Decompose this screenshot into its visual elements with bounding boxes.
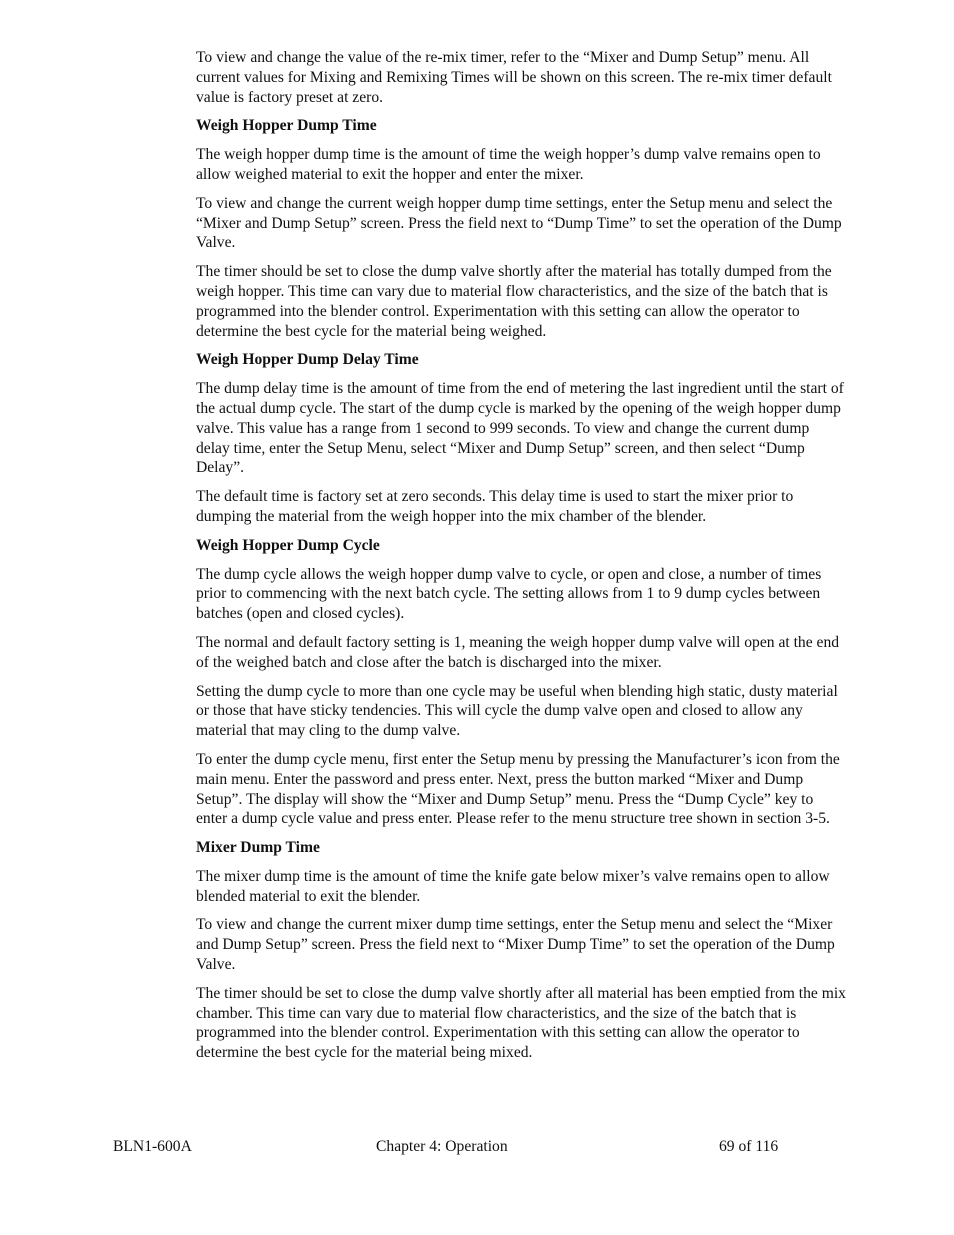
footer-doc-id: BLN1-600A [113, 1138, 192, 1155]
heading-weigh-hopper-dump-cycle: Weigh Hopper Dump Cycle [196, 536, 380, 554]
heading-weigh-hopper-dump-time: Weigh Hopper Dump Time [196, 117, 377, 135]
paragraph-dump-cycle-menu: To enter the dump cycle menu, first enter the Setup menu by pressing the Manufacturer’s icon from the main menu. Enter the password and press enter. Next, press the button marked “Mixer and Dump Setup”. The display will show the “Mixer and Dump Setup” menu. Press the “Dump Cycle” key to enter a dump cycle value and press enter. Please refer to the menu structure tree shown in section 3-5. [196, 750, 840, 828]
paragraph-dump-delay-definition: The dump delay time is the amount of time from the end of metering the last ingredient until the start of the actual dump cycle. The start of the dump cycle is marked by the opening of the weigh hopper dump valve. This value has a range from 1 second to 999 seconds. To view and change the current dump delay time, enter the Setup Menu, select “Mixer and Dump Setup” screen, and then select “Dump Delay”. [196, 380, 844, 477]
footer-page-number: 69 of 116 [719, 1138, 779, 1155]
paragraph-dump-cycle-usage: Setting the dump cycle to more than one cycle may be useful when blending high static, dusty material or those that have sticky tendencies. This will cycle the dump valve open and closed to allow any material that may cling to the dump valve. [196, 682, 838, 740]
paragraph-dump-time-settings: To view and change the current weigh hopper dump time settings, enter the Setup menu and select the “Mixer and Dump Setup” screen. Press the field next to “Dump Time” to set the operation of the Dump Valve. [196, 194, 842, 252]
paragraph-mixer-dump-definition: The mixer dump time is the amount of time the knife gate below mixer’s valve remains open to allow blended material to exit the blender. [196, 867, 830, 905]
paragraph-dump-delay-default: The default time is factory set at zero seconds. This delay time is used to start the mixer prior to dumping the material from the weigh hopper into the mix chamber of the blender. [196, 488, 794, 525]
document-body [196, 48, 846, 1072]
paragraph-dump-cycle-default: The normal and default factory setting is 1, meaning the weigh hopper dump valve will open at the end of the weighed batch and close after the batch is discharged into the mixer. [196, 633, 840, 671]
paragraph-mixer-dump-timer: The timer should be set to close the dump valve shortly after all material has been emptied from the mix chamber. This time can vary due to material flow characteristics, and the size of the batch that is programmed into the blender control. Experimentation with this setting can allow the operator to determine the best cycle for the material being mixed. [196, 984, 846, 1062]
paragraph-remix-timer: To view and change the value of the re-mix timer, refer to the “Mixer and Dump Setup” menu. All current values for Mixing and Remixing Times will be shown on this screen. The re-mix timer default value is factory preset at zero. [196, 49, 832, 106]
paragraph-dump-time-definition: The weigh hopper dump time is the amount of time the weigh hopper’s dump valve remains open to allow weighed material to exit the hopper and enter the mixer. [196, 146, 821, 183]
heading-weigh-hopper-dump-delay-time: Weigh Hopper Dump Delay Time [196, 351, 419, 369]
paragraph-dump-cycle-definition: The dump cycle allows the weigh hopper dump valve to cycle, or open and close, a number of times prior to commencing with the next batch cycle. The setting allows from 1 to 9 dump cycles between batches (open and closed cycles). [196, 565, 822, 623]
paragraph-dump-time-timer: The timer should be set to close the dump valve shortly after the material has totally dumped from the weigh hopper. This time can vary due to material flow characteristics, and the size of the batch that is programmed into the blender control. Experimentation with this setting can allow the operator to determine the best cycle for the material being weighed. [196, 263, 832, 340]
footer-chapter: Chapter 4: Operation [376, 1138, 508, 1155]
paragraph-mixer-dump-settings: To view and change the current mixer dump time settings, enter the Setup menu and select the “Mixer and Dump Setup” screen. Press the field next to “Mixer Dump Time” to set the operation of the Dump Valve. [196, 916, 835, 974]
heading-mixer-dump-time: Mixer Dump Time [196, 839, 320, 857]
